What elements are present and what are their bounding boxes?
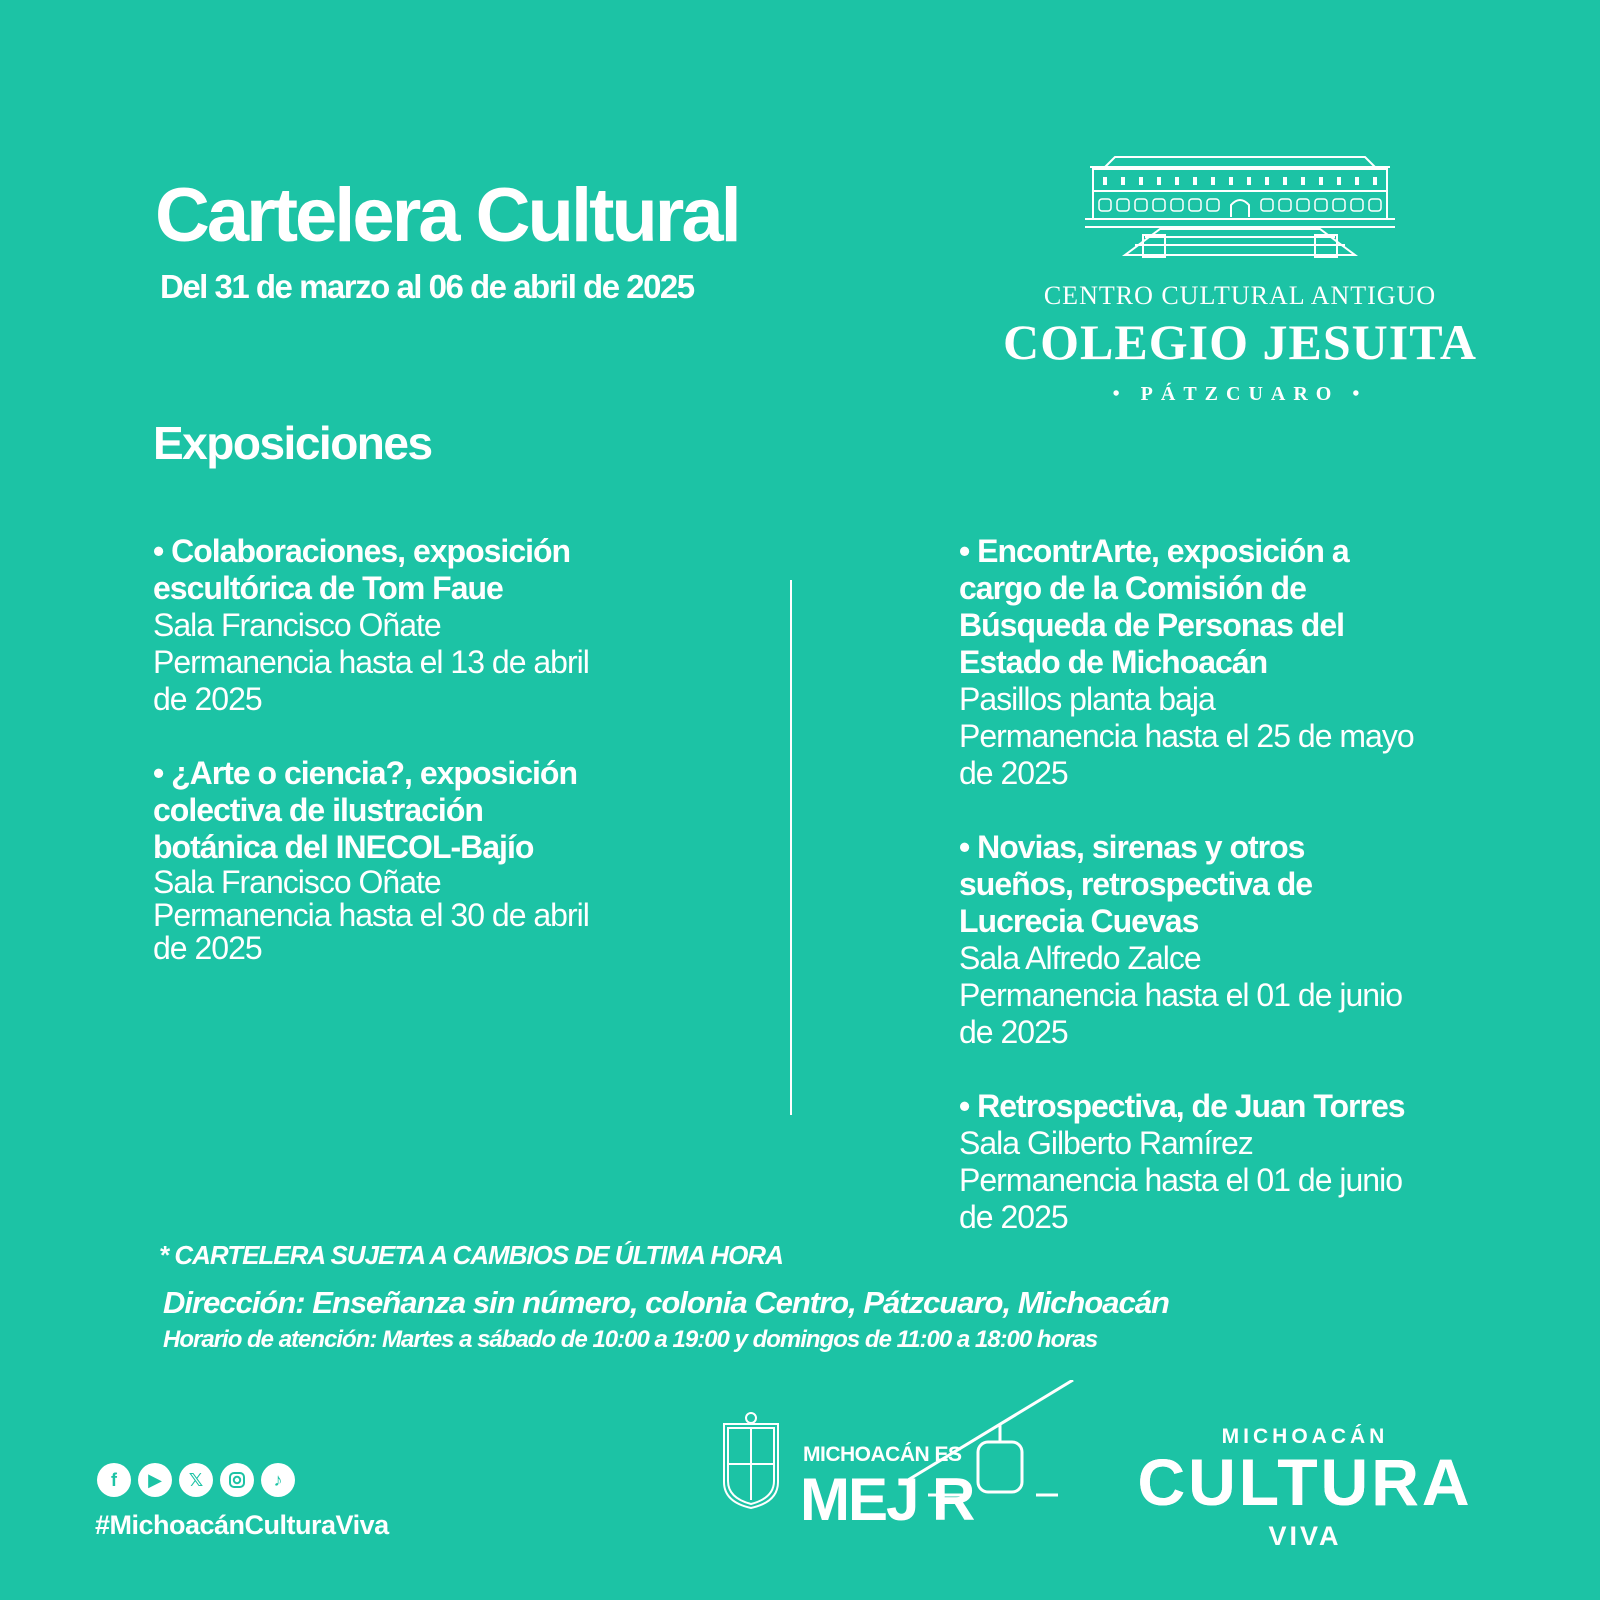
- cable-car-icon: [908, 1380, 1088, 1530]
- exhibition-venue: Sala Gilberto Ramírez: [959, 1125, 1253, 1161]
- cultura-logo-bottom: VIVA: [1268, 1521, 1342, 1551]
- column-divider: [790, 580, 792, 1115]
- section-title: Exposiciones: [153, 417, 432, 469]
- exhibition-venue: Sala Francisco Oñate: [153, 864, 441, 900]
- exhibition-duration: de 2025: [153, 681, 262, 717]
- building-icon: [985, 155, 1495, 265]
- x-icon[interactable]: 𝕏: [179, 1463, 213, 1497]
- exhibition-title: colectiva de ilustración: [153, 792, 483, 828]
- exhibition-title: • EncontrArte, exposición a: [959, 533, 1349, 569]
- gov-logo-big-text: MEJ R: [800, 1466, 974, 1533]
- logo-line-colegio-jesuita: COLEGIO JESUITA: [1003, 314, 1477, 370]
- page-title: Cartelera Cultural: [155, 173, 739, 258]
- exhibition-duration: de 2025: [959, 1014, 1068, 1050]
- hashtag: #MichoacánCulturaViva: [95, 1510, 389, 1540]
- exhibition-item: [959, 533, 1479, 792]
- logo-line-centro-cultural: CENTRO CULTURAL ANTIGUO: [1043, 281, 1437, 310]
- exhibition-title: Lucrecia Cuevas: [959, 903, 1199, 939]
- exhibition-duration: Permanencia hasta el 13 de abril: [153, 644, 589, 680]
- exhibition-title: sueños, retrospectiva de: [959, 866, 1313, 902]
- exhibition-title: cargo de la Comisión de: [959, 570, 1306, 606]
- cultura-logo-top: MICHOACÁN: [1221, 1425, 1389, 1448]
- michoacan-es-mejor-logo: [718, 1390, 1098, 1540]
- logo-line-patzcuaro: • PÁTZCUARO •: [1112, 383, 1368, 405]
- exhibitions-right-column: [959, 533, 1479, 1273]
- exhibition-title: escultórica de Tom Faue: [153, 570, 503, 606]
- exhibition-title: Estado de Michoacán: [959, 644, 1268, 680]
- coat-of-arms-icon: [718, 1410, 784, 1510]
- exhibition-title: • Novias, sirenas y otros: [959, 829, 1305, 865]
- youtube-icon[interactable]: ▶: [138, 1463, 172, 1497]
- exhibition-title: Búsqueda de Personas del: [959, 607, 1345, 643]
- exhibition-item: [153, 755, 633, 965]
- tiktok-icon[interactable]: ♪: [261, 1463, 295, 1497]
- gov-logo-small-text: MICHOACÁN ES: [803, 1443, 962, 1466]
- exhibition-title: • Retrospectiva, de Juan Torres: [959, 1088, 1405, 1124]
- schedule-notice: * CARTELERA SUJETA A CAMBIOS DE ÚLTIMA HORA: [159, 1240, 783, 1270]
- exhibition-duration: Permanencia hasta el 30 de abril: [153, 897, 589, 933]
- exhibition-venue: Sala Alfredo Zalce: [959, 940, 1201, 976]
- exhibition-duration: Permanencia hasta el 01 de junio: [959, 977, 1402, 1013]
- exhibition-title: • Colaboraciones, exposición: [153, 533, 571, 569]
- exhibitions-left-column: [153, 533, 633, 1002]
- exhibition-duration: de 2025: [153, 930, 262, 966]
- exhibition-item: [959, 829, 1479, 1051]
- opening-hours: Horario de atención: Martes a sábado de 10:00 a 19:00 y domingos de 11:00 a 18:00 horas: [163, 1326, 1098, 1353]
- exhibition-duration: de 2025: [959, 755, 1068, 791]
- exhibition-title: • ¿Arte o ciencia?, exposición: [153, 755, 577, 791]
- cultura-logo-middle: CULTURA: [1137, 1445, 1473, 1519]
- exhibition-title: botánica del INECOL-Bajío: [153, 829, 534, 865]
- michoacan-cultura-viva-logo: [1135, 1425, 1475, 1555]
- exhibition-duration: Permanencia hasta el 25 de mayo: [959, 718, 1414, 754]
- social-icons: [97, 1463, 295, 1497]
- exhibition-item: [959, 1088, 1479, 1236]
- exhibition-duration: de 2025: [959, 1199, 1068, 1235]
- exhibition-venue: Sala Francisco Oñate: [153, 607, 441, 643]
- address: Dirección: Enseñanza sin número, colonia Centro, Pátzcuaro, Michoacán: [163, 1285, 1169, 1320]
- exhibition-duration: Permanencia hasta el 01 de junio: [959, 1162, 1402, 1198]
- date-range: Del 31 de marzo al 06 de abril de 2025: [160, 268, 694, 305]
- colegio-jesuita-logo: [985, 155, 1495, 415]
- instagram-icon[interactable]: [220, 1463, 254, 1497]
- facebook-icon[interactable]: f: [97, 1463, 131, 1497]
- exhibition-item: [153, 533, 633, 718]
- exhibition-venue: Pasillos planta baja: [959, 681, 1215, 717]
